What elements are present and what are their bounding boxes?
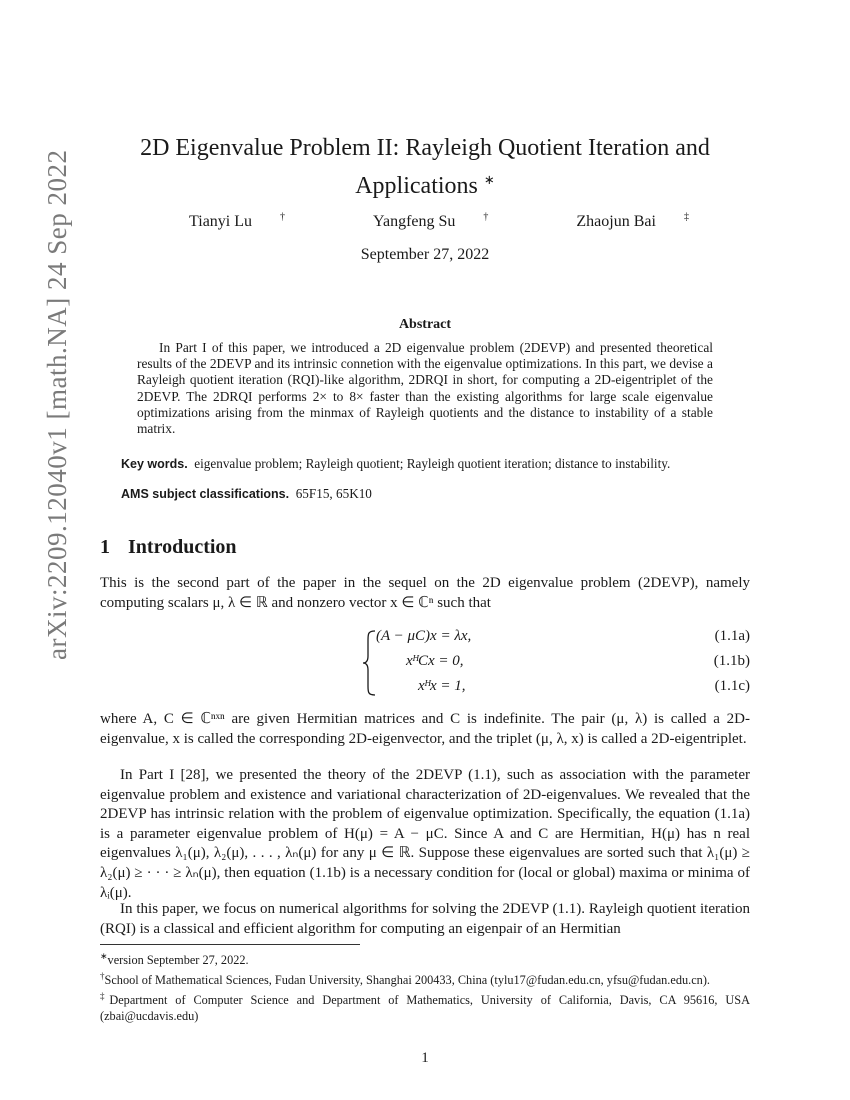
author <box>161 213 285 230</box>
section-number: 1 <box>100 536 110 558</box>
footnote-mark: ‡ <box>100 991 110 1002</box>
paper-date: September 27, 2022 <box>360 246 490 263</box>
footnote-text: Department of Computer Science and Department of Mathematics, University of California, Davis, CA 95616, USA (zbai@ucdavis.edu) <box>100 993 751 1024</box>
paragraph: In Part I [28], we presented the theory of the 2DEVP (1.1), such as association with the parameter eigenvalue problem and existence and variational characterization of 2D-eigenvalues. We revealed that the 2DEVP has intrinsic relation with the problem of eigenvalue optimization. Specifically, the equation (1.1a) is a parameter eigenvalue problem of H(μ) = A − μC. Since A and C are Hermitian, H(μ) has n real eigenvalues λ₁(μ), λ₂(μ), . . . , λₙ(μ) for any μ ∈ ℝ. Suppose these eigenvalues are sorted such that λ₁(μ) ≥ λ₂(μ) ≥ · · · ≥ λₙ(μ), then equation (1.1b) is a necessary condition for (local or global) maxima or minima of λᵢ(μ). <box>100 767 750 901</box>
author-name: Yangfeng Su <box>373 213 456 231</box>
equation-1-1b: xᴴCx = 0, <box>406 653 464 669</box>
footnote-divider <box>100 944 360 945</box>
footnote <box>100 968 750 988</box>
ams-text: 65F15, 65K10 <box>295 486 372 501</box>
footnote-mark: ∗ <box>100 951 108 961</box>
equation-1-1a: (A − μC)x = λx, <box>376 628 472 644</box>
equation-1-1c: xᴴx = 1, <box>418 678 466 694</box>
author <box>548 213 689 230</box>
equation-system <box>360 628 750 698</box>
paragraph: In this paper, we focus on numerical algorithms for solving the 2DEVP (1.1). Rayleigh quotient iteration (RQI) is a classical and efficient algorithm for computing an eigenpair of an Hermitian <box>100 901 750 937</box>
author-mark: † <box>483 212 489 223</box>
author-list <box>100 212 750 231</box>
abstract-heading: Abstract <box>398 317 452 332</box>
equation-tag-1-1b[interactable]: (1.1b) <box>713 653 750 669</box>
ams-label: AMS subject classifications. <box>121 487 290 501</box>
footnote-text: version September 27, 2022. <box>107 953 249 968</box>
title-line-1: 2D Eigenvalue Problem II: Rayleigh Quotient Iteration and <box>140 135 710 161</box>
equation-tag-1-1a[interactable]: (1.1a) <box>714 628 750 644</box>
paragraph: where A, C ∈ ℂⁿˣⁿ are given Hermitian matrices and C is indefinite. The pair (μ, λ) is called a 2D-eigenvalue, x is called the corresponding 2D-eigenvector, and the triplet (μ, λ, x) is called a 2D-eigentriplet. <box>100 711 750 747</box>
keywords-text: eigenvalue problem; Rayleigh quotient; Rayleigh quotient iteration; distance to instability. <box>194 456 671 471</box>
title-footnote-mark: ∗ <box>483 172 495 187</box>
paper-title <box>100 132 750 202</box>
footnote-mark: † <box>100 971 105 982</box>
paragraph: This is the second part of the paper in the sequel on the 2D eigenvalue problem (2DEVP), namely computing scalars μ, λ ∈ ℝ and nonzero vector x ∈ ℂⁿ such that <box>100 575 750 611</box>
footnotes <box>100 948 750 1024</box>
author-name: Zhaojun Bai <box>576 213 656 231</box>
page-number: 1 <box>421 1050 429 1066</box>
section-heading <box>100 536 237 559</box>
arxiv-identifier[interactable]: arXiv:2209.12040v1 [math.NA] 24 Sep 2022 <box>42 149 72 660</box>
footnote-text: School of Mathematical Sciences, Fudan University, Shanghai 200433, China (tylu17@fudan.edu.cn, yfsu@fudan.edu.cn). <box>104 973 710 988</box>
footnote <box>100 948 750 968</box>
keywords <box>121 456 741 472</box>
author-mark: ‡ <box>683 212 689 223</box>
section-title: Introduction <box>128 536 237 558</box>
title-line-2 <box>100 164 750 202</box>
keywords-label: Key words. <box>121 457 188 471</box>
author <box>345 213 488 230</box>
equation-tag-1-1c[interactable]: (1.1c) <box>714 678 750 694</box>
author-mark: † <box>280 212 286 223</box>
left-brace <box>362 630 376 696</box>
title-line-2-text: Applications <box>355 173 478 199</box>
author-name: Tianyi Lu <box>189 213 253 231</box>
ams-classification <box>121 486 741 502</box>
abstract-text: In Part I of this paper, we introduced a 2D eigenvalue problem (2DEVP) and presented theoretical results of the 2DEVP and its intrinsic connetion with the eigenvalue optimizations. In this part, we devise a Rayleigh quotient iteration (RQI)-like algorithm, 2DRQI in short, for computing a 2D-eigentriplet of the 2DEVP. The 2DRQI performs 2× to 8× faster than the existing algorithms for large scale eigenvalue optimizations arising from the minmax of Rayleigh quotients and the distance to instability of a stable matrix. <box>137 340 713 437</box>
footnote <box>100 988 750 1024</box>
